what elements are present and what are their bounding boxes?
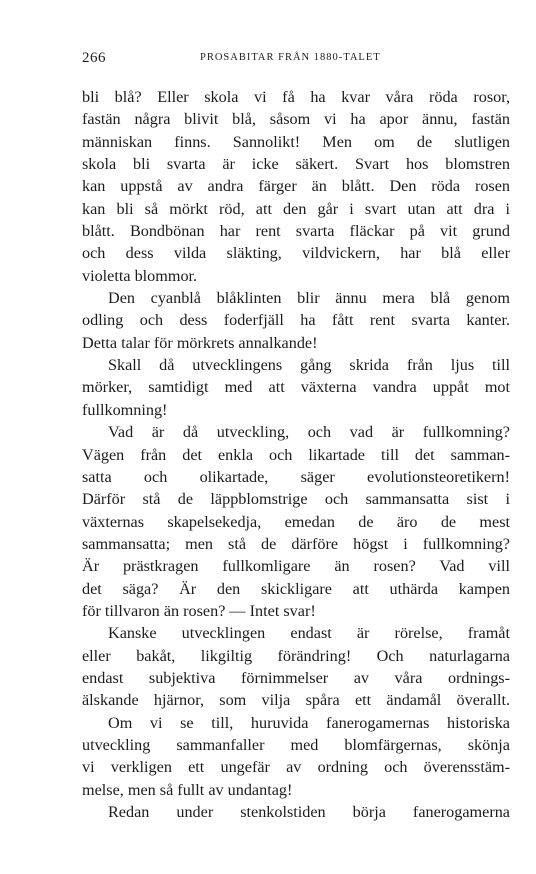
text-line: Därför stå de läppblomstrige och sammansatta sist i (82, 490, 510, 509)
text-line: kan uppstå av andra färger än blått. Den röda rosen (82, 177, 510, 196)
text-line: vi verkligen ett ungefär av ordning och överensstäm- (82, 758, 510, 777)
text-line: Vägen från det enkla och likartade till det samman- (82, 445, 510, 464)
text-line: växternas skapelsekedja, emedan de äro de mest (82, 512, 510, 531)
text-line: endast subjektiva förnimmelser av våra ordnings- (82, 668, 510, 687)
text-line: melse, men så fullt av undantag! (82, 780, 293, 799)
text-line: bli blå? Eller skola vi få ha kvar våra röda rosor, (82, 88, 510, 106)
text-line: Redan under stenkolstiden börja fanerogamerna (108, 803, 510, 821)
text-line: fastän några blivit blå, såsom vi ha apor ännu, fastän (82, 110, 510, 129)
body-text (82, 86, 510, 823)
text-line: för tillvaron än rosen? — Intet svar! (82, 601, 316, 620)
text-line: Kanske utvecklingen endast är rörelse, framåt (108, 624, 510, 643)
page-number: 266 (82, 50, 106, 66)
text-line: blått. Bondbönan har rent svarta fläckar på vit grund (82, 222, 510, 241)
text-line: Vad är då utveckling, och vad är fullkomning? (108, 423, 510, 442)
text-line: eller bakåt, likgiltig förändring! Och naturlagarna (82, 646, 510, 665)
text-line: utveckling sammanfaller med blomfärgernas, skönja (82, 735, 510, 754)
text-line: odling och dess foderfjäll ha fått rent svarta kanter. (82, 311, 510, 330)
text-line: violetta blommor. (82, 266, 198, 285)
text-line: Om vi se till, huruvida fanerogamernas historiska (108, 713, 510, 732)
text-line: Är prästkragen fullkomligare än rosen? Vad vill (82, 557, 510, 576)
text-line: kan bli så mörkt röd, att den går i svart utan att dra i (82, 199, 510, 218)
text-line: Detta talar för mörkrets annalkande! (82, 333, 318, 352)
text-line: satta och olikartade, säger evolutionsteoretikern! (82, 467, 510, 486)
text-line: Skall då utvecklingens gång skrida från ljus till (108, 356, 510, 375)
page-header (82, 50, 510, 72)
text-line: människan finns. Sannolikt! Men om de slutligen (82, 132, 510, 151)
text-line: Den cyanblå blåklinten blir ännu mera blå genom (108, 289, 510, 308)
text-line: och dess vilda släkting, vildvickern, har blå eller (82, 244, 510, 263)
text-line: mörker, samtidigt med att växterna vandra uppåt mot (82, 378, 510, 397)
running-title: PROSABITAR FRÅN 1880-TALET (200, 52, 381, 63)
text-line: det säga? Är den skickligare att uthärda kampen (82, 579, 510, 598)
text-line: skola bli svarta är icke säkert. Svart hos blomstren (82, 155, 510, 174)
text-line: fullkomning! (82, 400, 168, 419)
text-line: älskande hjärnor, som vilja spåra ett ändamål överallt. (82, 691, 510, 710)
text-line: sammansatta; men stå de därföre högst i fullkomning? (82, 534, 510, 553)
